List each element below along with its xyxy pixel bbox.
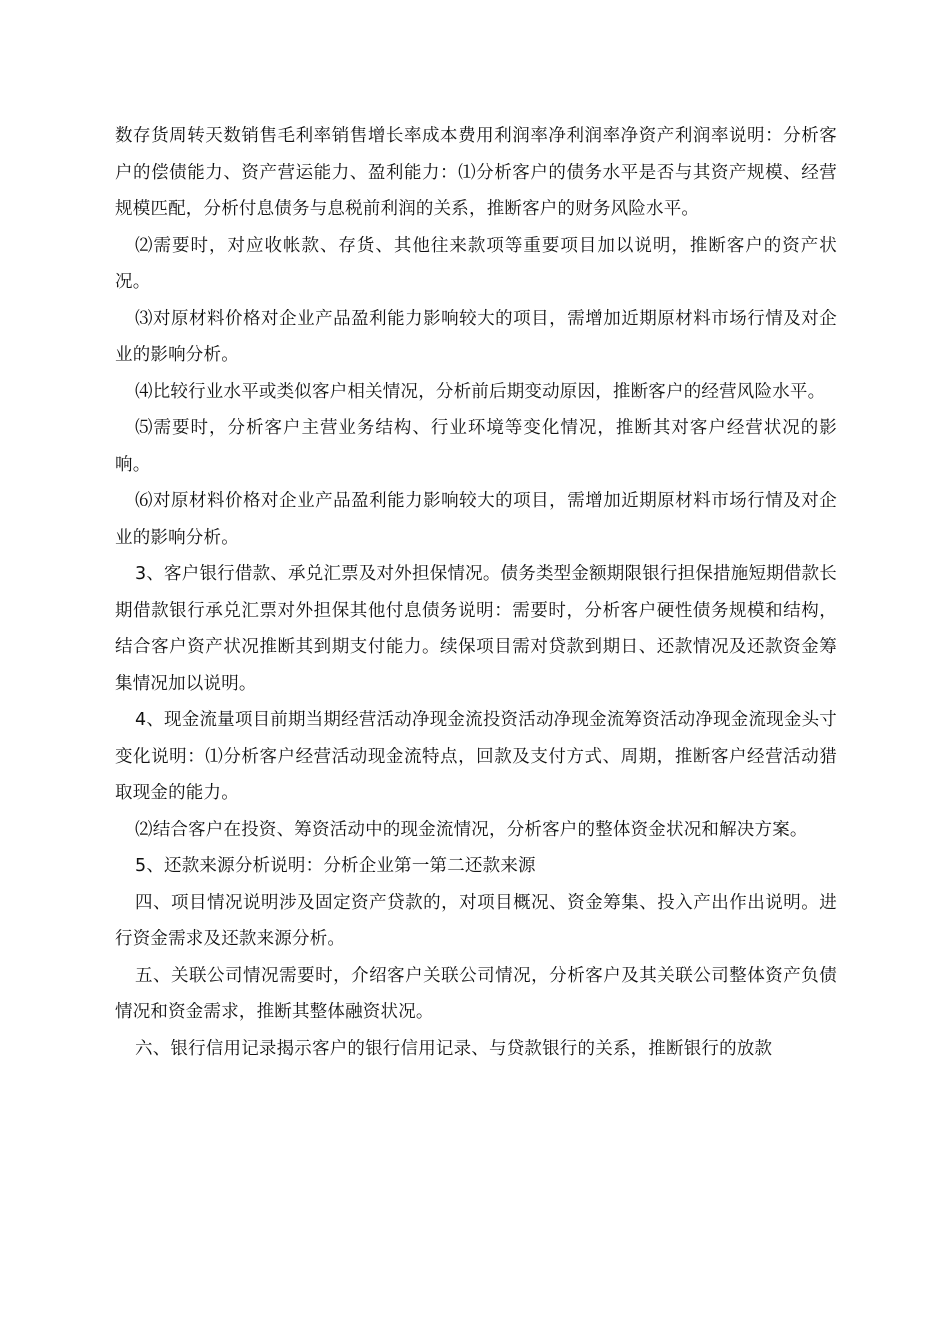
paragraph: 3、客户银行借款、承兑汇票及对外担保情况。债务类型金额期限银行担保措施短期借款长期借款银行承兑汇票对外担保其他付息债务说明：需要时，分析客户硬性债务规模和结构，结合客户资产状况推断其到期支付能力。续保项目需对贷款到期日、还款情况及还款资金筹集情况加以说明。 [115, 564, 837, 694]
paragraph: ⑵需要时，对应收帐款、存货、其他往来款项等重要项目加以说明，推断客户的资产状况。 [115, 235, 837, 292]
paragraph: 五、关联公司情况需要时，介绍客户关联公司情况，分析客户及其关联公司整体资产负债情况和资金需求，推断其整体融资状况。 [115, 965, 837, 1022]
paragraph: 数存货周转天数销售毛利率销售增长率成本费用利润率净利润率净资产利润率说明：分析客户的偿债能力、资产营运能力、盈利能力：⑴分析客户的债务水平是否与其资产规模、经营规模匹配，分析付息债务与息税前利润的关系，推断客户的财务风险水平。 [115, 126, 837, 219]
paragraph: 四、项目情况说明涉及固定资产贷款的，对项目概况、资金筹集、投入产出作出说明。进行资金需求及还款来源分析。 [115, 892, 837, 949]
paragraph: ⑷比较行业水平或类似客户相关情况，分析前后期变动原因，推断客户的经营风险水平。 [135, 381, 826, 402]
paragraph: 六、银行信用记录揭示客户的银行信用记录、与贷款银行的关系，推断银行的放款 [135, 1038, 773, 1059]
document-body [115, 118, 837, 1067]
paragraph: 5、还款来源分析说明：分析企业第一第二还款来源 [135, 856, 536, 876]
paragraph: ⑸需要时，分析客户主营业务结构、行业环境等变化情况，推断其对客户经营状况的影响。 [115, 418, 837, 475]
paragraph: ⑵结合客户在投资、筹资活动中的现金流情况，分析客户的整体资金状况和解决方案。 [135, 819, 808, 840]
paragraph: 4、现金流量项目前期当期经营活动净现金流投资活动净现金流筹资活动净现金流现金头寸变化说明：⑴分析客户经营活动现金流特点，回款及支付方式、周期，推断客户经营活动猎取现金的能力。 [115, 710, 837, 803]
paragraph: ⑶对原材料价格对企业产品盈利能力影响较大的项目，需增加近期原材料市场行情及对企业的影响分析。 [115, 308, 837, 365]
paragraph: ⑹对原材料价格对企业产品盈利能力影响较大的项目，需增加近期原材料市场行情及对企业的影响分析。 [115, 491, 837, 548]
